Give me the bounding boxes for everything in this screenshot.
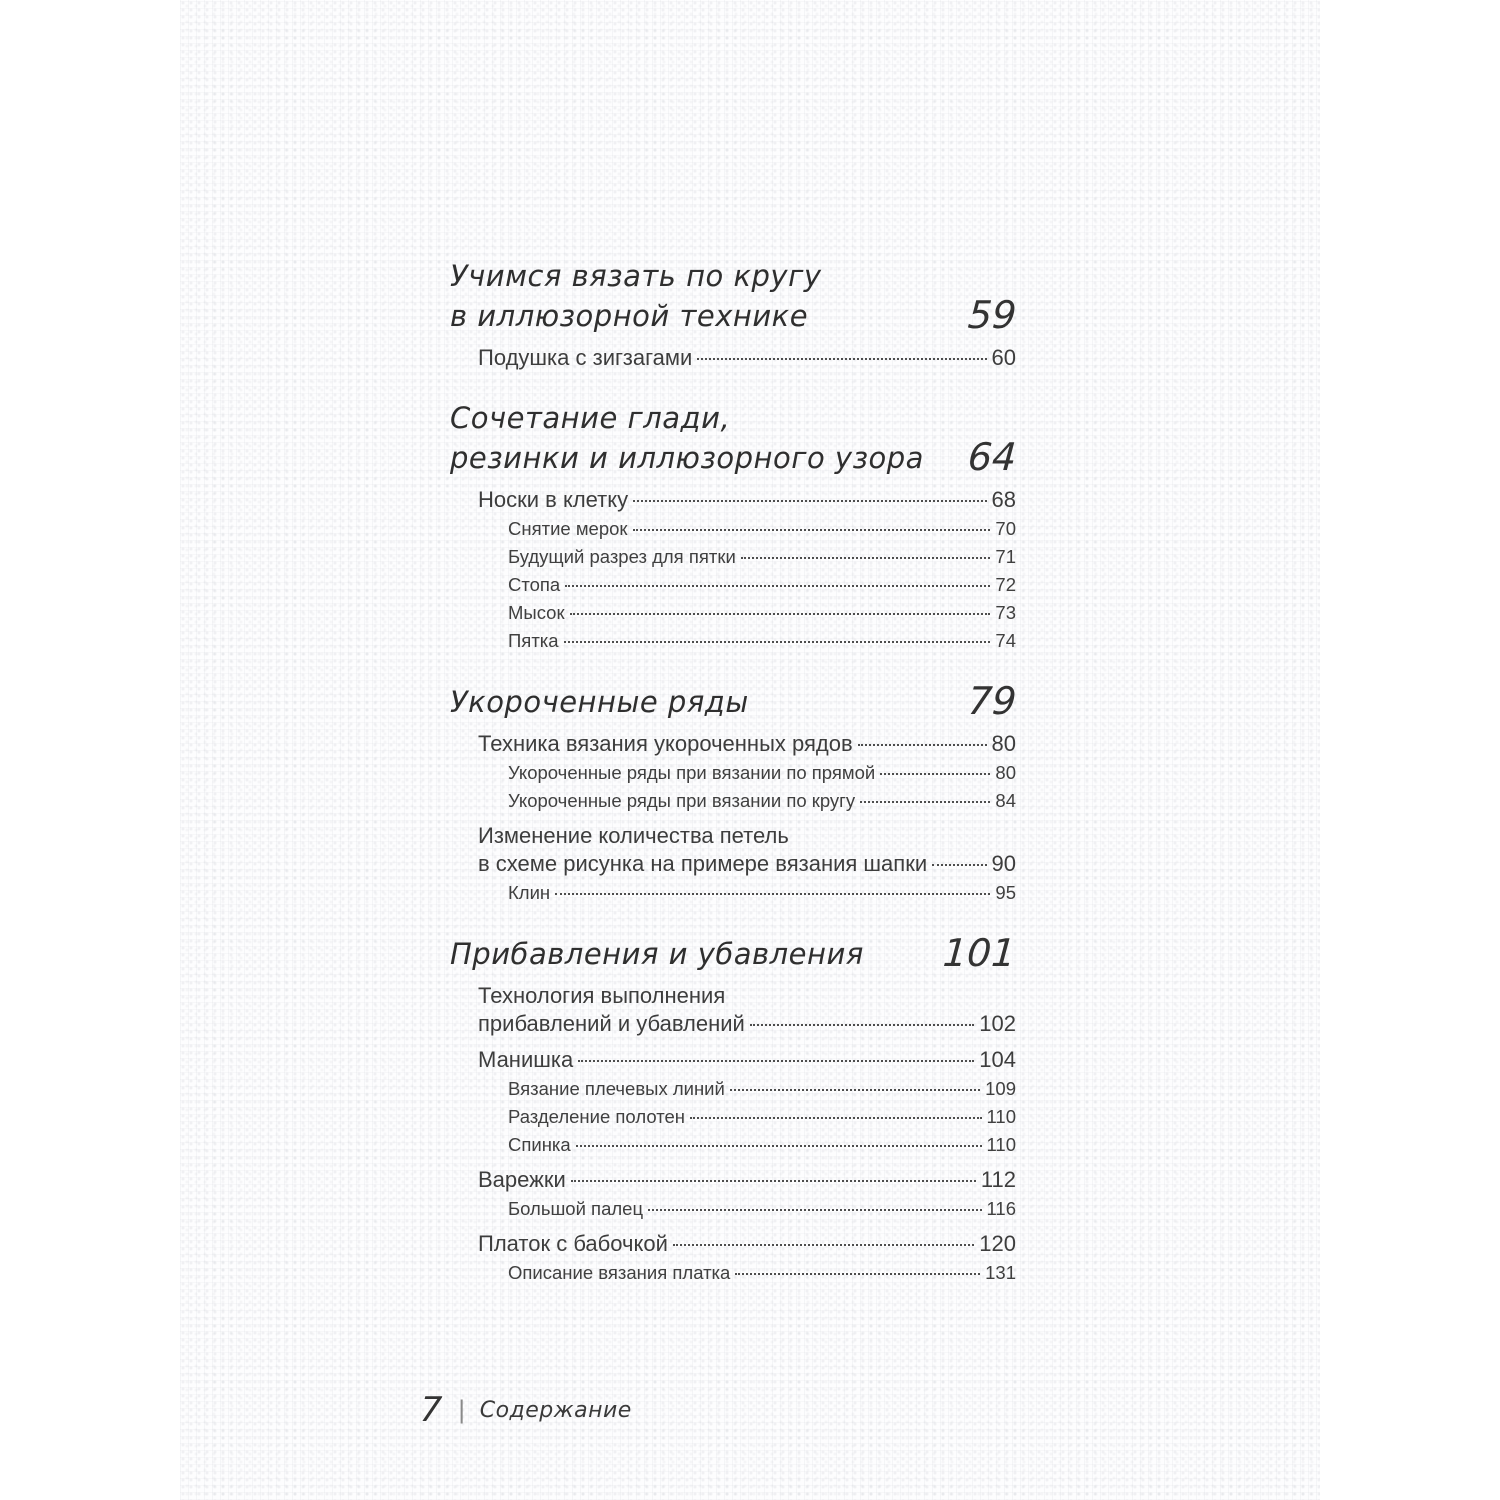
toc-item-row xyxy=(508,516,1016,542)
toc-item-row xyxy=(478,344,1016,372)
toc-item-row xyxy=(478,486,1016,514)
dot-leader xyxy=(633,500,986,502)
dot-leader xyxy=(633,529,991,531)
toc-chapter xyxy=(450,680,1016,722)
toc-item-title: Платок с бабочкой xyxy=(478,1231,668,1256)
toc-item-title: Большой палец xyxy=(508,1198,644,1219)
toc-item-page-number: 109 xyxy=(985,1078,1016,1099)
toc-item-row xyxy=(508,760,1016,786)
toc-item-row xyxy=(478,1230,1016,1258)
toc-item-page-number: 120 xyxy=(979,1231,1016,1256)
toc-item xyxy=(478,982,1016,1038)
toc-item xyxy=(478,344,1016,372)
toc-item-page-number: 80 xyxy=(995,762,1016,783)
toc-item-title: Будущий разрез для пятки xyxy=(508,546,736,567)
toc-item-title-line: Изменение количества петель xyxy=(478,823,789,848)
dot-leader xyxy=(564,641,991,643)
toc-item-row xyxy=(508,1104,1016,1130)
toc-item-page-number: 72 xyxy=(995,574,1016,595)
dot-leader xyxy=(673,1244,974,1246)
toc-item-page-number: 131 xyxy=(985,1262,1016,1283)
toc-item xyxy=(478,1230,1016,1258)
toc-item-title: Стопа xyxy=(508,574,561,595)
toc-item-page-number: 112 xyxy=(980,1167,1016,1192)
toc-item-page-number: 68 xyxy=(991,487,1016,512)
toc-item-row xyxy=(478,730,1016,758)
toc-item-title: Описание вязания платка xyxy=(508,1262,731,1283)
toc-item xyxy=(478,1046,1016,1074)
toc-chapter-title-line: Укороченные ряды xyxy=(450,685,749,719)
toc-item-title: Спинка xyxy=(508,1134,571,1155)
toc-item-title: Манишка xyxy=(478,1047,574,1072)
dot-leader xyxy=(578,1060,974,1062)
toc-item xyxy=(508,788,1016,814)
toc-item xyxy=(508,544,1016,570)
toc-item-page-number: 71 xyxy=(995,546,1016,567)
toc-item-page-number: 116 xyxy=(986,1198,1016,1219)
toc-item xyxy=(508,760,1016,786)
dot-leader xyxy=(860,801,990,803)
toc-item-title: Техника вязания укороченных рядов xyxy=(478,731,853,756)
toc-item-page-number: 73 xyxy=(995,602,1016,623)
toc-item-page-number: 110 xyxy=(986,1106,1016,1127)
toc-item xyxy=(508,572,1016,598)
toc-item-title: Носки в клетку xyxy=(478,487,629,512)
dot-leader xyxy=(858,744,987,746)
toc-chapter-title-line: в иллюзорной технике xyxy=(450,299,809,333)
dot-leader xyxy=(741,557,991,559)
toc-item xyxy=(508,880,1016,906)
toc-item xyxy=(508,1076,1016,1102)
toc-item xyxy=(508,628,1016,654)
toc-item xyxy=(478,730,1016,758)
toc-item xyxy=(508,1132,1016,1158)
footer-page-number: 7 xyxy=(418,1390,444,1430)
toc-item xyxy=(478,1166,1016,1194)
dot-leader xyxy=(735,1273,980,1275)
toc-item-page-number: 74 xyxy=(995,630,1016,651)
toc-item-title: в схеме рисунка на примере вязания шапки xyxy=(478,851,928,876)
dot-leader xyxy=(730,1089,980,1091)
toc-chapter-page-number: 64 xyxy=(966,435,1018,479)
footer-section-label: Содержание xyxy=(479,1397,632,1423)
toc-item-row xyxy=(508,544,1016,570)
toc-item-title-line: Технология выполнения xyxy=(478,983,726,1008)
dot-leader xyxy=(576,1145,982,1147)
toc-item-row xyxy=(508,1260,1016,1286)
toc-item-page-number: 95 xyxy=(995,882,1016,903)
dot-leader xyxy=(880,773,990,775)
toc-chapter-page-number: 101 xyxy=(941,931,1018,975)
toc-item-title: Снятие мерок xyxy=(508,518,628,539)
table-of-contents xyxy=(450,256,1016,1286)
toc-item-title: Укороченные ряды при вязании по кругу xyxy=(508,790,856,811)
dot-leader xyxy=(932,864,986,866)
toc-chapter xyxy=(450,398,1016,478)
toc-item-row xyxy=(508,1076,1016,1102)
toc-chapter-title-line: Прибавления и убавления xyxy=(450,937,864,971)
toc-item-page-number: 102 xyxy=(979,1011,1016,1036)
toc-item xyxy=(478,822,1016,878)
toc-item-title: Укороченные ряды при вязании по прямой xyxy=(508,762,876,783)
toc-item-row xyxy=(508,600,1016,626)
toc-item-title: Варежки xyxy=(478,1167,566,1192)
toc-item-row xyxy=(508,1132,1016,1158)
toc-item xyxy=(478,486,1016,514)
toc-item-title: Мысок xyxy=(508,602,565,623)
toc-chapter-title-line: резинки и иллюзорного узора xyxy=(450,441,924,475)
toc-item-title: Клин xyxy=(508,882,551,903)
toc-item-page-number: 104 xyxy=(979,1047,1016,1072)
toc-item-page-number: 80 xyxy=(991,731,1016,756)
footer-separator: | xyxy=(457,1396,466,1424)
toc-chapter-page-number: 79 xyxy=(966,679,1018,723)
toc-item-page-number: 110 xyxy=(986,1134,1016,1155)
toc-item-row xyxy=(478,1010,1016,1038)
toc-item xyxy=(508,1196,1016,1222)
toc-item-row xyxy=(508,880,1016,906)
toc-item-title: Пятка xyxy=(508,630,559,651)
toc-item-row xyxy=(508,1196,1016,1222)
toc-chapter-title xyxy=(450,682,749,722)
page-footer xyxy=(420,1390,632,1430)
dot-leader xyxy=(555,893,990,895)
toc-item xyxy=(508,600,1016,626)
toc-item-page-number: 70 xyxy=(995,518,1016,539)
toc-item xyxy=(508,1104,1016,1130)
toc-item-page-number: 90 xyxy=(991,851,1016,876)
dot-leader xyxy=(690,1117,982,1119)
toc-item-title: прибавлений и убавлений xyxy=(478,1011,745,1036)
book-page xyxy=(180,0,1320,1500)
toc-chapter-title-line: Сочетание глади, xyxy=(450,401,731,435)
dot-leader xyxy=(571,1180,976,1182)
toc-chapter-title xyxy=(450,934,864,974)
toc-chapter-title xyxy=(450,398,924,478)
dot-leader xyxy=(750,1024,974,1026)
toc-item-row xyxy=(478,1166,1016,1194)
dot-leader xyxy=(697,358,986,360)
dot-leader xyxy=(648,1209,981,1211)
toc-chapter-title-line: Учимся вязать по кругу xyxy=(450,259,822,293)
toc-chapter xyxy=(450,932,1016,974)
toc-item-title: Подушка с зигзагами xyxy=(478,345,693,370)
toc-item-row xyxy=(508,572,1016,598)
toc-chapter-title xyxy=(450,256,821,336)
toc-item-row xyxy=(508,788,1016,814)
toc-item xyxy=(508,516,1016,542)
toc-item-row xyxy=(508,628,1016,654)
toc-item xyxy=(508,1260,1016,1286)
toc-item-row xyxy=(478,850,1016,878)
dot-leader xyxy=(565,585,990,587)
toc-item-page-number: 60 xyxy=(991,345,1016,370)
toc-item-title: Вязание плечевых линий xyxy=(508,1078,725,1099)
toc-chapter xyxy=(450,256,1016,336)
toc-item-title: Разделение полотен xyxy=(508,1106,685,1127)
dot-leader xyxy=(570,613,991,615)
toc-item-row xyxy=(478,1046,1016,1074)
toc-chapter-page-number: 59 xyxy=(966,293,1018,337)
toc-item-page-number: 84 xyxy=(995,790,1016,811)
